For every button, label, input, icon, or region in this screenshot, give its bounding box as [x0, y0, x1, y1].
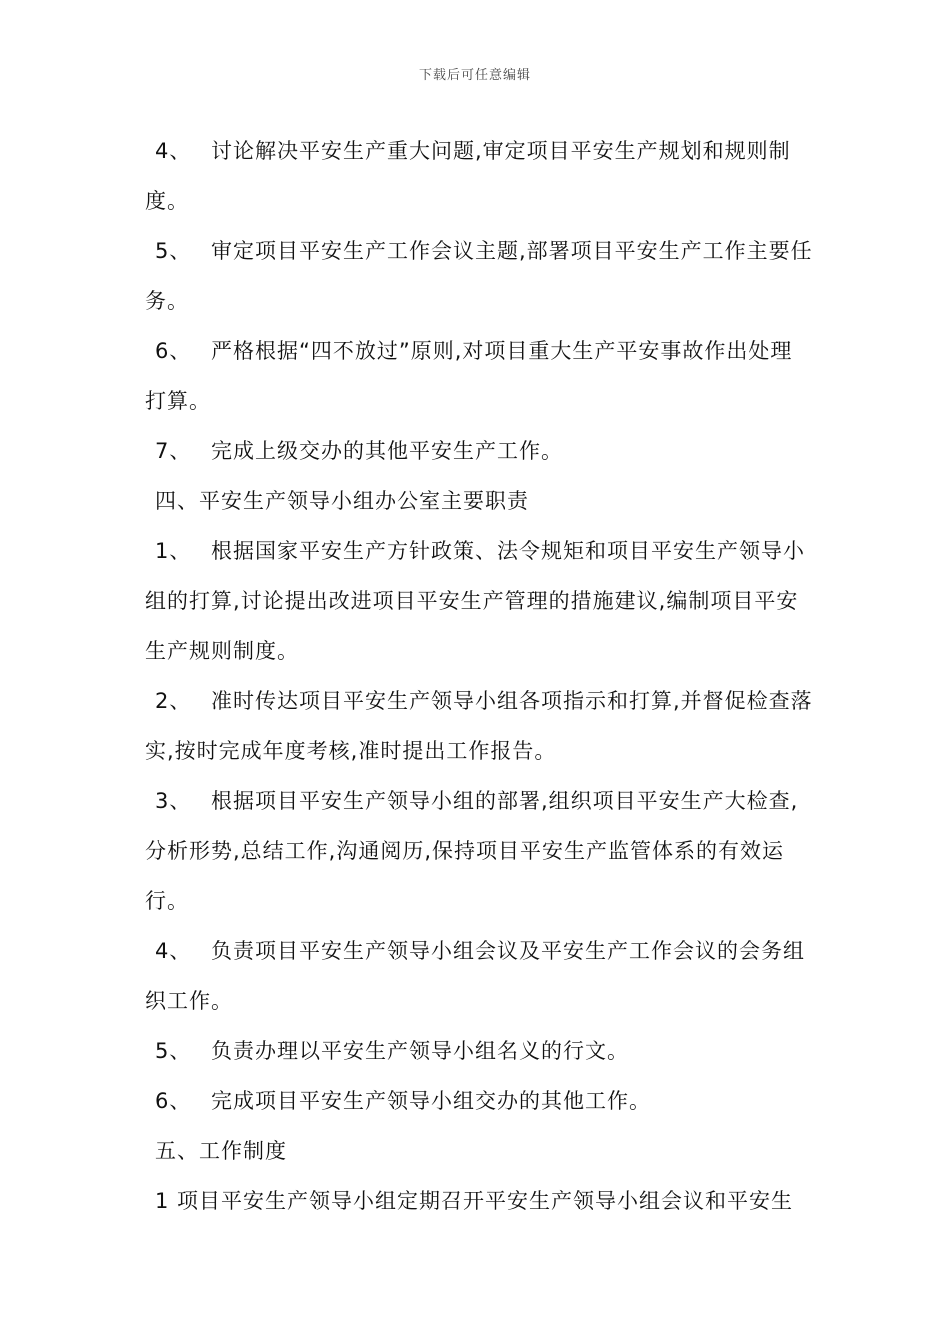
paragraph-item	[145, 926, 813, 1026]
item-number: 5、	[155, 1039, 192, 1063]
section-heading-text: 四、平安生产领导小组办公室主要职责	[155, 489, 529, 513]
paragraph-item	[145, 426, 813, 476]
item-number: 5、	[155, 239, 192, 263]
paragraph-item	[145, 1026, 813, 1076]
paragraph-text: 完成上级交办的其他平安生产工作。	[211, 439, 563, 463]
paragraph-text: 根据国家平安生产方针政策、法令规矩和项目平安生产领导小组的打算,讨论提出改进项目平安生产管理的措施建议,编制项目平安生产规则制度。	[145, 539, 805, 663]
item-number: 2、	[155, 689, 192, 713]
item-number: 6、	[155, 339, 192, 363]
item-number: 1、	[155, 539, 192, 563]
item-number: 4、	[155, 939, 192, 963]
paragraph-item	[145, 1176, 813, 1226]
paragraph-text: 准时传达项目平安生产领导小组各项指示和打算,并督促检查落实,按时完成年度考核,准时提出工作报告。	[145, 689, 813, 763]
item-number: 7、	[155, 439, 192, 463]
section-heading	[145, 1126, 813, 1176]
paragraph-text: 1 项目平安生产领导小组定期召开平安生产领导小组会议和平安生	[155, 1189, 794, 1213]
paragraph-text: 严格根据“四不放过”原则,对项目重大生产平安事故作出处理打算。	[145, 339, 793, 413]
paragraph-text: 审定项目平安生产工作会议主题,部署项目平安生产工作主要任务。	[145, 239, 813, 313]
paragraph-item	[145, 226, 813, 326]
paragraph-text: 负责办理以平安生产领导小组名义的行文。	[211, 1039, 629, 1063]
paragraph-item	[145, 676, 813, 776]
paragraph-text: 负责项目平安生产领导小组会议及平安生产工作会议的会务组织工作。	[145, 939, 805, 1013]
paragraph-item	[145, 126, 813, 226]
paragraph-item	[145, 1076, 813, 1126]
section-heading-text: 五、工作制度	[155, 1139, 287, 1163]
item-number: 3、	[155, 789, 192, 813]
paragraph-item	[145, 776, 813, 926]
item-number: 4、	[155, 139, 192, 163]
paragraph-text: 根据项目平安生产领导小组的部署,组织项目平安生产大检查,分析形势,总结工作,沟通阅历,保持项目平安生产监管体系的有效运行。	[145, 789, 799, 913]
section-heading	[145, 476, 813, 526]
paragraph-item	[145, 526, 813, 676]
paragraph-text: 完成项目平安生产领导小组交办的其他工作。	[211, 1089, 651, 1113]
document-body	[145, 126, 813, 1226]
paragraph-item	[145, 326, 813, 426]
item-number: 6、	[155, 1089, 192, 1113]
paragraph-text: 讨论解决平安生产重大问题,审定项目平安生产规划和规则制度。	[145, 139, 791, 213]
page-header-note: 下载后可任意编辑	[418, 68, 531, 83]
